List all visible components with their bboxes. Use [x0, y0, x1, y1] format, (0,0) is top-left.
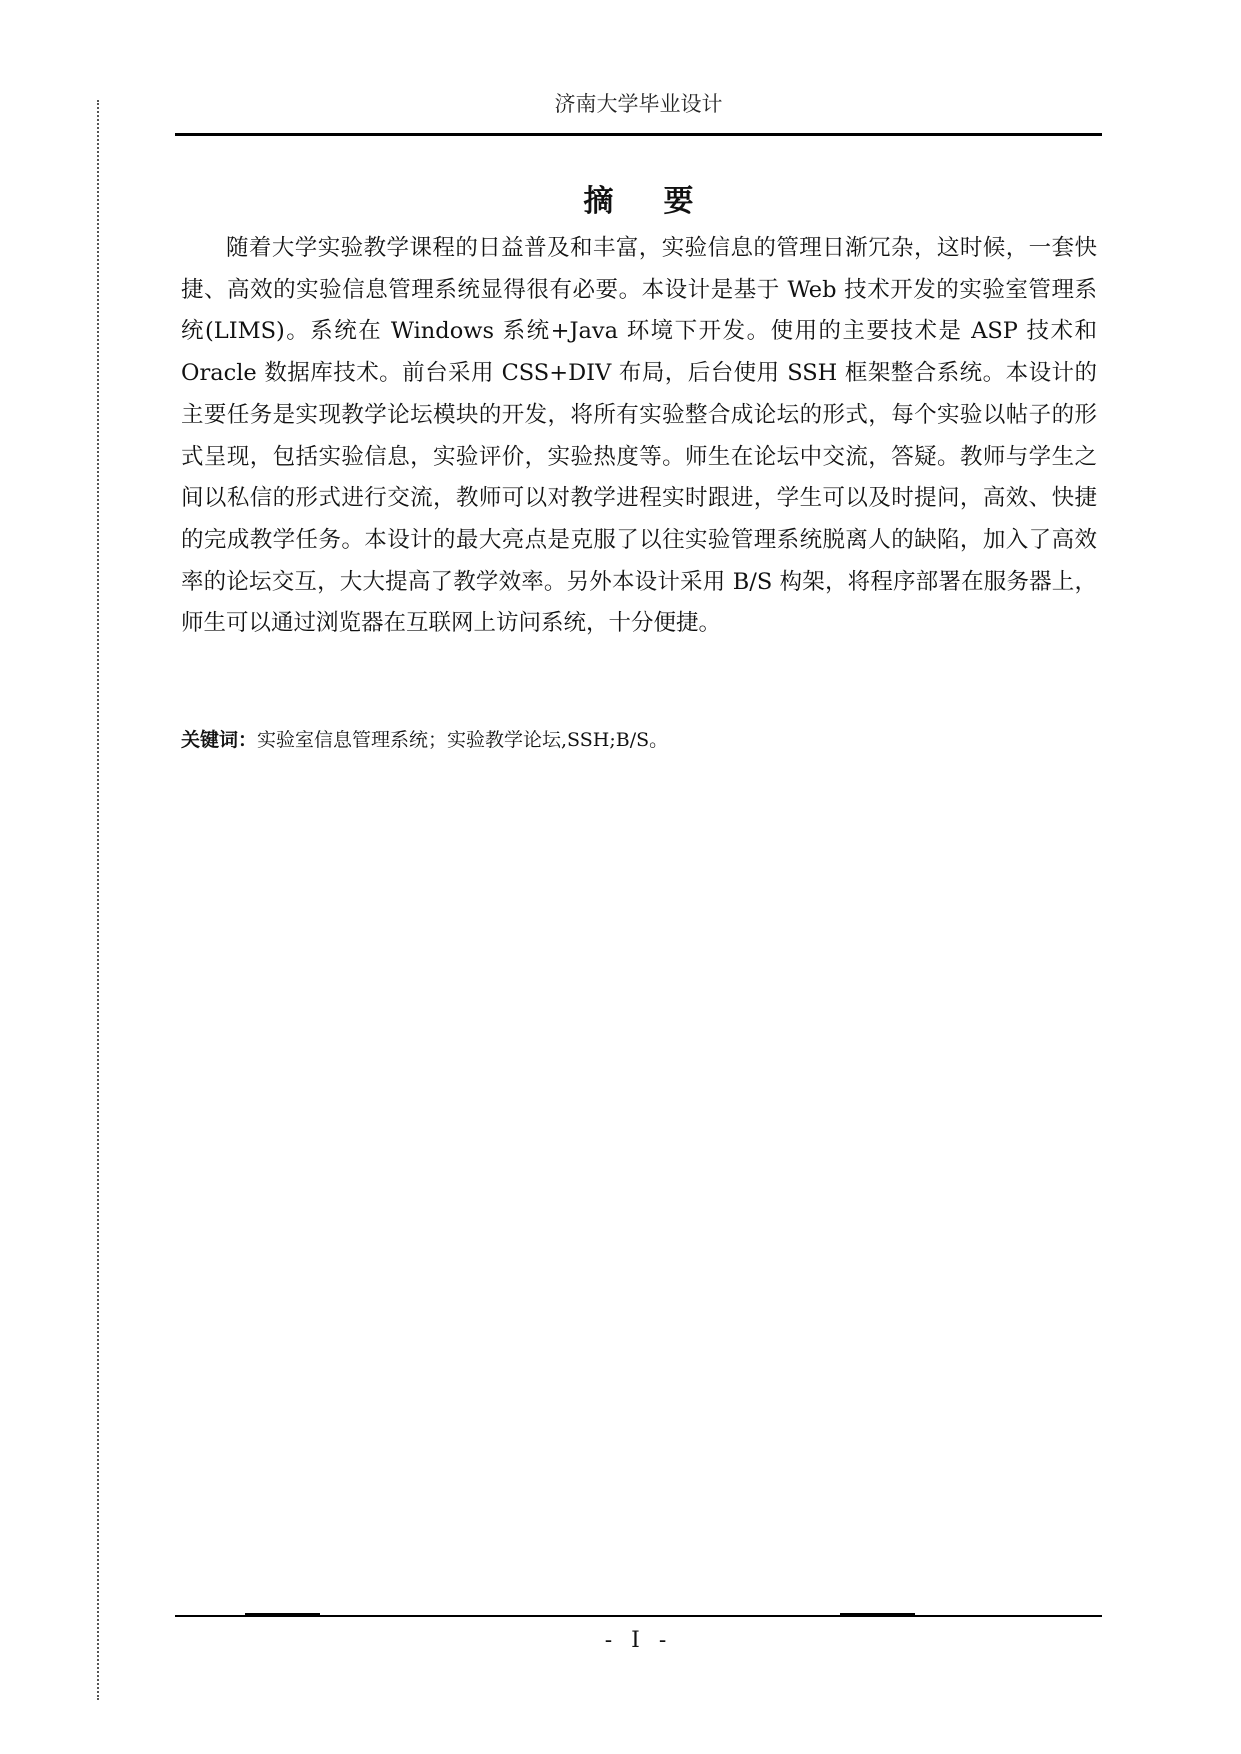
keywords-text: 实验室信息管理系统；实验教学论坛,SSH;B/S。: [257, 729, 669, 751]
keywords-line: [181, 725, 1097, 752]
keywords-label: 关键词：: [181, 729, 258, 751]
footer-rule-accent-left: [245, 1613, 320, 1615]
binding-dotted-line: [97, 100, 99, 1700]
header-rule: [175, 133, 1102, 136]
page-number: - I -: [604, 1628, 673, 1653]
abstract-title: 摘要: [583, 184, 744, 219]
running-header: 济南大学毕业设计: [554, 92, 723, 116]
footer-rule-accent-right: [840, 1613, 915, 1615]
abstract-body: 随着大学实验教学课程的日益普及和丰富，实验信息的管理日渐冗杂，这时候，一套快捷、高效的实验信息管理系统显得很有必要。本设计是基于 Web 技术开发的实验室管理系统(LIMS)。系统在 Windows 系统+Java 环境下开发。使用的主要技术是 ASP 技术和 Oracle 数据库技术。前台采用 CSS+DIV 布局，后台使用 SSH 框架整合系统。本设计的主要任务是实现教学论坛模块的开发，将所有实验整合成论坛的形式，每个实验以帖子的形式呈现，包括实验信息，实验评价，实验热度等。师生在论坛中交流，答疑。教师与学生之间以私信的形式进行交流，教师可以对教学进程实时跟进，学生可以及时提问，高效、快捷的完成教学任务。本设计的最大亮点是克服了以往实验管理系统脱离人的缺陷，加入了高效率的论坛交互，大大提高了教学效率。另外本设计采用 B/S 构架，将程序部署在服务器上，师生可以通过浏览器在互联网上访问系统，十分便捷。: [181, 235, 1097, 637]
footer-rule: [175, 1615, 1102, 1617]
